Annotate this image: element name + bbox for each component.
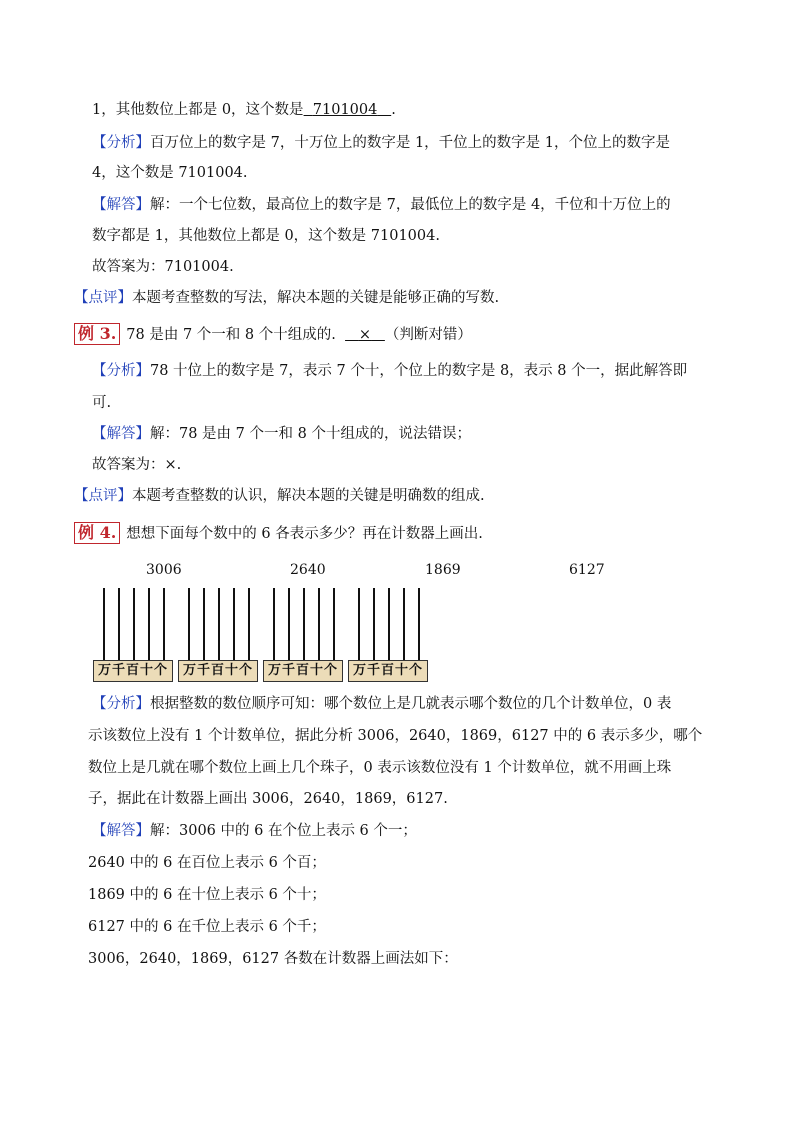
abacus-base-label: 万千百十个 — [178, 660, 258, 682]
solution-line: 3006，2640，1869，6127 各数在计数器上画法如下： — [88, 951, 458, 967]
number-label: 2640 — [290, 562, 326, 578]
analysis-line: 示该数位上没有 1 个计数单位，据此分析 3006，2640，1869，6127 中的 6 表示多少，哪个 — [88, 728, 703, 744]
answer-line: 1，其他数位上都是 0，这个数是 7101004 . — [92, 102, 396, 118]
abacus-base-label: 万千百十个 — [93, 660, 173, 682]
abacus-rod — [303, 588, 305, 660]
answer-line: 故答案为：7101004. — [92, 259, 234, 275]
abacus-rod — [118, 588, 120, 660]
analysis-label: 【分析】 — [92, 135, 150, 151]
abacus-rod — [373, 588, 375, 660]
abacus-rod — [388, 588, 390, 660]
solution-label: 【解答】 — [92, 426, 150, 442]
abacus-rod — [148, 588, 150, 660]
abacus-base-label: 万千百十个 — [263, 660, 343, 682]
comment-label: 【点评】 — [74, 488, 132, 504]
abacus-rod — [188, 588, 190, 660]
abacus-rod — [203, 588, 205, 660]
analysis-line: 可. — [92, 395, 112, 411]
number-label: 1869 — [425, 562, 461, 578]
example-4-question: 例 4. 想想下面每个数中的 6 各表示多少？再在计数器上画出. — [74, 522, 483, 544]
abacus — [348, 588, 432, 685]
analysis-label: 【分析】 — [92, 363, 150, 379]
solution-line: 【解答】解：78 是由 7 个一和 8 个十组成的，说法错误； — [92, 426, 471, 442]
number-label: 3006 — [146, 562, 182, 578]
abacus-rod — [218, 588, 220, 660]
abacus-rod — [403, 588, 405, 660]
example-3-question: 例 3. 78 是由 7 个一和 8 个十组成的. × （判断对错） — [74, 323, 472, 345]
abacus — [263, 588, 347, 685]
answer-line: 故答案为：×. — [92, 457, 182, 473]
abacus — [178, 588, 262, 685]
solution-line: 1869 中的 6 在十位上表示 6 个十； — [88, 887, 326, 903]
analysis-line: 【分析】78 十位上的数字是 7，表示 7 个十，个位上的数字是 8，表示 8 个一，据此解答即 — [92, 363, 688, 379]
analysis-line: 【分析】百万位上的数字是 7，十万位上的数字是 1，千位上的数字是 1，个位上的数字是 — [92, 135, 671, 151]
solution-line: 6127 中的 6 在千位上表示 6 个千； — [88, 919, 326, 935]
analysis-line: 4，这个数是 7101004. — [92, 165, 248, 181]
example-badge: 例 3. — [74, 323, 120, 345]
analysis-line: 数位上是几就在哪个数位上画上几个珠子，0 表示该数位没有 1 个计数单位，就不用画上珠 — [88, 760, 672, 776]
abacus-rod — [318, 588, 320, 660]
solution-line: 2640 中的 6 在百位上表示 6 个百； — [88, 855, 326, 871]
analysis-line: 子，据此在计数器上画出 3006，2640，1869，6127. — [88, 791, 448, 807]
analysis-line: 【分析】根据整数的数位顺序可知：哪个数位上是几就表示哪个数位的几个计数单位，0 表 — [92, 696, 672, 712]
number-label: 6127 — [569, 562, 605, 578]
answer-blank: 7101004 — [312, 102, 378, 118]
solution-line: 【解答】解：3006 中的 6 在个位上表示 6 个一； — [92, 823, 417, 839]
abacus-rod — [273, 588, 275, 660]
solution-line: 【解答】解：一个七位数，最高位上的数字是 7，最低位上的数字是 4，千位和十万位上的 — [92, 197, 671, 213]
abacus-rod — [233, 588, 235, 660]
solution-label: 【解答】 — [92, 197, 150, 213]
question-text: 1，其他数位上都是 0，这个数是 — [92, 102, 304, 118]
abacus-rod — [288, 588, 290, 660]
comment-line: 【点评】本题考查整数的认识，解决本题的关键是明确数的组成. — [74, 488, 485, 504]
abacus-rod — [358, 588, 360, 660]
abacus-rod — [133, 588, 135, 660]
abacus-rod — [248, 588, 250, 660]
analysis-label: 【分析】 — [92, 696, 150, 712]
example-badge: 例 4. — [74, 522, 120, 544]
abacus-rod — [418, 588, 420, 660]
solution-label: 【解答】 — [92, 823, 150, 839]
abacus-base-label: 万千百十个 — [348, 660, 428, 682]
abacus-rod — [333, 588, 335, 660]
comment-line: 【点评】本题考查整数的写法，解决本题的关键是能够正确的写数. — [74, 290, 500, 306]
abacus-rod — [163, 588, 165, 660]
abacus-rod — [103, 588, 105, 660]
comment-label: 【点评】 — [74, 290, 132, 306]
solution-line: 数字都是 1，其他数位上都是 0，这个数是 7101004. — [92, 228, 440, 244]
answer-blank: × — [358, 327, 372, 343]
abacus — [93, 588, 177, 685]
